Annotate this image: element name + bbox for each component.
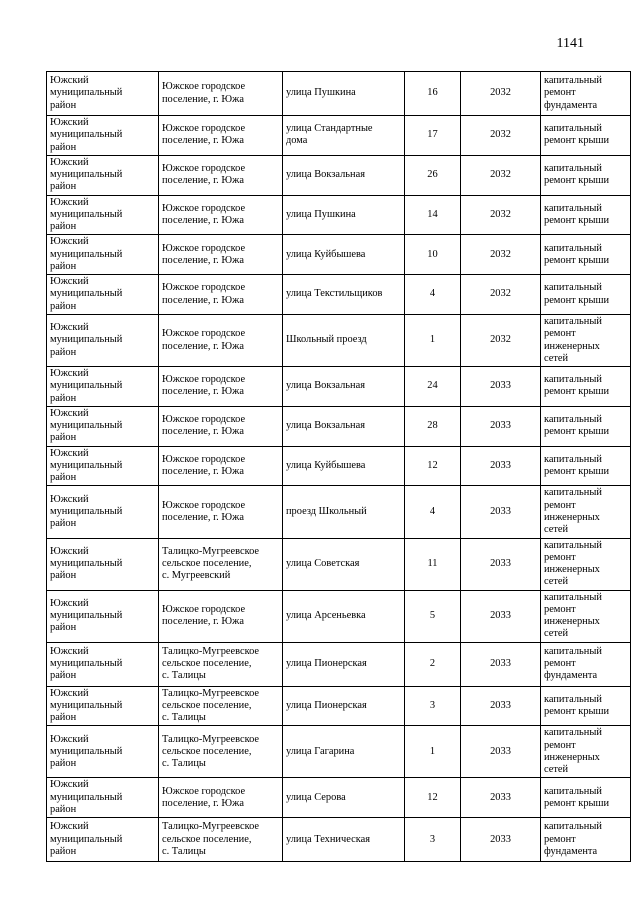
table-row (47, 726, 631, 778)
settlement-cell: Талицко-Мугреевское сельское поселение, с. Мугреевский (159, 538, 283, 590)
year-cell: 2033 (461, 778, 541, 818)
year-cell: 2033 (461, 590, 541, 642)
street-cell: улица Вокзальная (283, 406, 405, 446)
district-cell: Южский муниципальный район (47, 314, 159, 366)
page-number: 1141 (556, 36, 584, 51)
house-number-cell: 24 (405, 367, 461, 407)
district-cell: Южский муниципальный район (47, 590, 159, 642)
street-cell: улица Вокзальная (283, 367, 405, 407)
district-cell: Южский муниципальный район (47, 116, 159, 156)
settlement-cell: Южское городское поселение, г. Южа (159, 486, 283, 538)
work-type-cell: капитальный ремонт инженерных сетей (541, 726, 631, 778)
work-type-cell: капитальный ремонт крыши (541, 235, 631, 275)
year-cell: 2033 (461, 642, 541, 686)
house-number-cell: 3 (405, 818, 461, 862)
table-row (47, 275, 631, 315)
district-cell: Южский муниципальный район (47, 155, 159, 195)
house-number-cell: 14 (405, 195, 461, 235)
year-cell: 2032 (461, 155, 541, 195)
year-cell: 2032 (461, 116, 541, 156)
house-number-cell: 28 (405, 406, 461, 446)
district-cell: Южский муниципальный район (47, 195, 159, 235)
district-cell: Южский муниципальный район (47, 72, 159, 116)
table-row (47, 642, 631, 686)
table-row (47, 72, 631, 116)
settlement-cell: Южское городское поселение, г. Южа (159, 367, 283, 407)
street-cell: улица Пушкина (283, 195, 405, 235)
district-cell: Южский муниципальный район (47, 538, 159, 590)
settlement-cell: Южское городское поселение, г. Южа (159, 155, 283, 195)
work-type-cell: капитальный ремонт крыши (541, 116, 631, 156)
table-row (47, 778, 631, 818)
house-number-cell: 12 (405, 446, 461, 486)
work-type-cell: капитальный ремонт крыши (541, 686, 631, 726)
table-row (47, 195, 631, 235)
table-row (47, 155, 631, 195)
settlement-cell: Талицко-Мугреевское сельское поселение, с. Талицы (159, 686, 283, 726)
district-cell: Южский муниципальный район (47, 275, 159, 315)
district-cell: Южский муниципальный район (47, 642, 159, 686)
table-row (47, 235, 631, 275)
work-type-cell: капитальный ремонт инженерных сетей (541, 486, 631, 538)
settlement-cell: Южское городское поселение, г. Южа (159, 235, 283, 275)
house-number-cell: 1 (405, 726, 461, 778)
work-type-cell: капитальный ремонт крыши (541, 275, 631, 315)
house-number-cell: 4 (405, 486, 461, 538)
house-number-cell: 10 (405, 235, 461, 275)
street-cell: улица Куйбышева (283, 446, 405, 486)
year-cell: 2033 (461, 486, 541, 538)
street-cell: улица Пионерская (283, 642, 405, 686)
table-body (47, 72, 631, 862)
year-cell: 2032 (461, 235, 541, 275)
work-type-cell: капитальный ремонт крыши (541, 367, 631, 407)
street-cell: Школьный проезд (283, 314, 405, 366)
year-cell: 2033 (461, 446, 541, 486)
year-cell: 2033 (461, 686, 541, 726)
year-cell: 2032 (461, 195, 541, 235)
street-cell: улица Пушкина (283, 72, 405, 116)
settlement-cell: Талицко-Мугреевское сельское поселение, с. Талицы (159, 818, 283, 862)
work-type-cell: капитальный ремонт фундамента (541, 818, 631, 862)
year-cell: 2032 (461, 275, 541, 315)
street-cell: улица Серова (283, 778, 405, 818)
street-cell: улица Куйбышева (283, 235, 405, 275)
settlement-cell: Южское городское поселение, г. Южа (159, 406, 283, 446)
settlement-cell: Южское городское поселение, г. Южа (159, 778, 283, 818)
work-type-cell: капитальный ремонт крыши (541, 155, 631, 195)
table-row (47, 486, 631, 538)
district-cell: Южский муниципальный район (47, 686, 159, 726)
year-cell: 2033 (461, 406, 541, 446)
work-type-cell: капитальный ремонт инженерных сетей (541, 590, 631, 642)
street-cell: проезд Школьный (283, 486, 405, 538)
street-cell: улица Вокзальная (283, 155, 405, 195)
street-cell: улица Текстильщиков (283, 275, 405, 315)
housing-repair-table (46, 71, 631, 862)
table-row (47, 818, 631, 862)
year-cell: 2033 (461, 818, 541, 862)
settlement-cell: Южское городское поселение, г. Южа (159, 590, 283, 642)
settlement-cell: Южское городское поселение, г. Южа (159, 275, 283, 315)
settlement-cell: Талицко-Мугреевское сельское поселение, с. Талицы (159, 726, 283, 778)
settlement-cell: Южское городское поселение, г. Южа (159, 195, 283, 235)
year-cell: 2032 (461, 72, 541, 116)
district-cell: Южский муниципальный район (47, 446, 159, 486)
house-number-cell: 17 (405, 116, 461, 156)
work-type-cell: капитальный ремонт инженерных сетей (541, 538, 631, 590)
settlement-cell: Южское городское поселение, г. Южа (159, 446, 283, 486)
district-cell: Южский муниципальный район (47, 726, 159, 778)
house-number-cell: 12 (405, 778, 461, 818)
year-cell: 2033 (461, 367, 541, 407)
house-number-cell: 1 (405, 314, 461, 366)
table-row (47, 538, 631, 590)
settlement-cell: Южское городское поселение, г. Южа (159, 314, 283, 366)
work-type-cell: капитальный ремонт крыши (541, 406, 631, 446)
district-cell: Южский муниципальный район (47, 367, 159, 407)
work-type-cell: капитальный ремонт крыши (541, 778, 631, 818)
table-row (47, 446, 631, 486)
house-number-cell: 16 (405, 72, 461, 116)
district-cell: Южский муниципальный район (47, 486, 159, 538)
year-cell: 2032 (461, 314, 541, 366)
street-cell: улица Стандартные дома (283, 116, 405, 156)
house-number-cell: 5 (405, 590, 461, 642)
work-type-cell: капитальный ремонт крыши (541, 195, 631, 235)
year-cell: 2033 (461, 538, 541, 590)
settlement-cell: Южское городское поселение, г. Южа (159, 116, 283, 156)
table-row (47, 590, 631, 642)
district-cell: Южский муниципальный район (47, 235, 159, 275)
district-cell: Южский муниципальный район (47, 406, 159, 446)
work-type-cell: капитальный ремонт крыши (541, 446, 631, 486)
house-number-cell: 3 (405, 686, 461, 726)
house-number-cell: 26 (405, 155, 461, 195)
district-cell: Южский муниципальный район (47, 818, 159, 862)
street-cell: улица Советская (283, 538, 405, 590)
settlement-cell: Талицко-Мугреевское сельское поселение, с. Талицы (159, 642, 283, 686)
table-row (47, 686, 631, 726)
street-cell: улица Техническая (283, 818, 405, 862)
house-number-cell: 11 (405, 538, 461, 590)
settlement-cell: Южское городское поселение, г. Южа (159, 72, 283, 116)
table-row (47, 116, 631, 156)
work-type-cell: капитальный ремонт фундамента (541, 642, 631, 686)
district-cell: Южский муниципальный район (47, 778, 159, 818)
table-row (47, 367, 631, 407)
work-type-cell: капитальный ремонт фундамента (541, 72, 631, 116)
house-number-cell: 4 (405, 275, 461, 315)
table-row (47, 314, 631, 366)
street-cell: улица Арсеньевка (283, 590, 405, 642)
street-cell: улица Пионерская (283, 686, 405, 726)
street-cell: улица Гагарина (283, 726, 405, 778)
work-type-cell: капитальный ремонт инженерных сетей (541, 314, 631, 366)
year-cell: 2033 (461, 726, 541, 778)
house-number-cell: 2 (405, 642, 461, 686)
table-row (47, 406, 631, 446)
